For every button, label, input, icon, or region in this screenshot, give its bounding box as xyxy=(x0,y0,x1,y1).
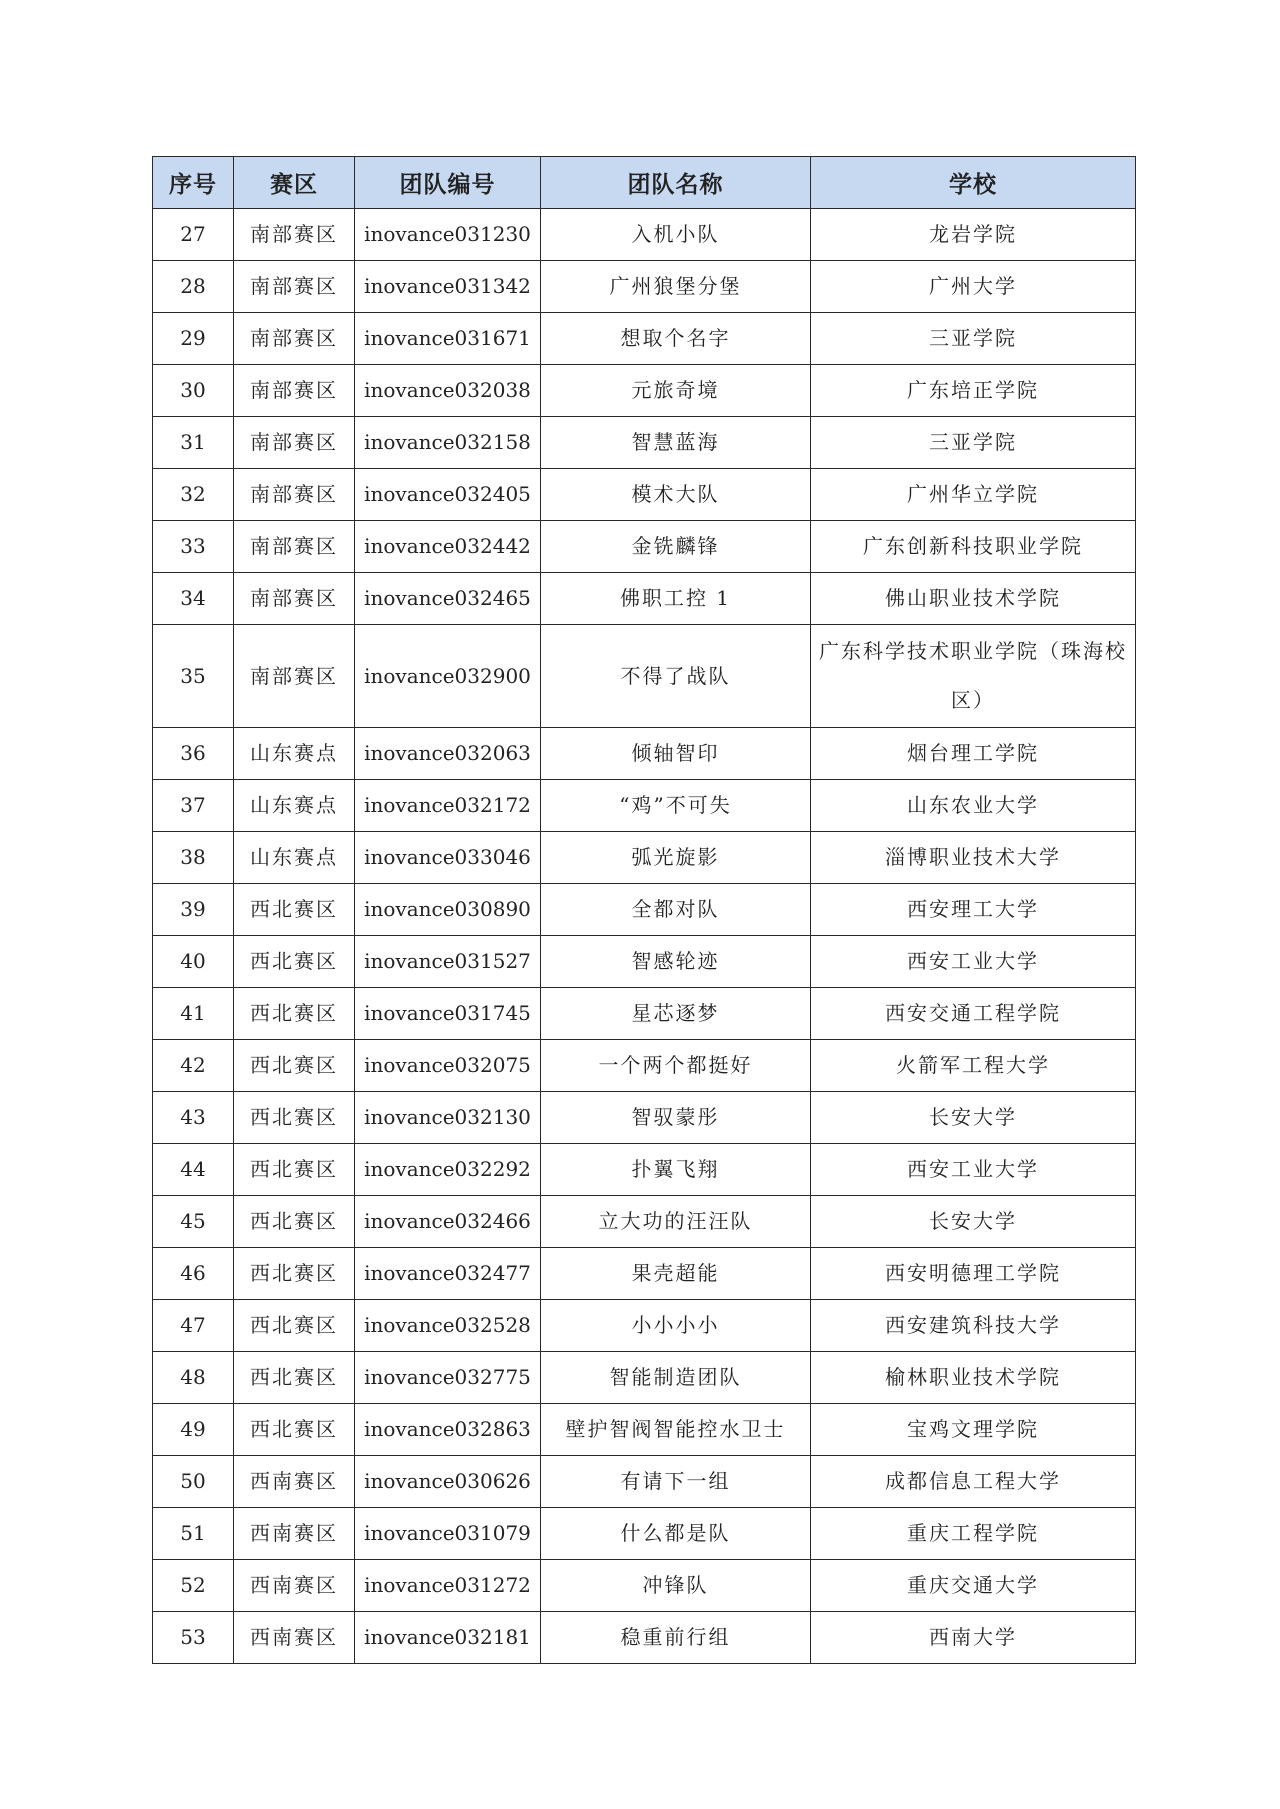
team-id-cell: inovance031079 xyxy=(355,1508,541,1560)
school-cell: 三亚学院 xyxy=(811,313,1136,365)
team-id-cell: inovance032038 xyxy=(355,365,541,417)
table-row xyxy=(153,1248,1136,1300)
table-row xyxy=(153,780,1136,832)
team-id-cell: inovance032172 xyxy=(355,780,541,832)
table-row xyxy=(153,469,1136,521)
table-row xyxy=(153,988,1136,1040)
team-name-cell: 立大功的汪汪队 xyxy=(541,1196,811,1248)
school-cell: 宝鸡文理学院 xyxy=(811,1404,1136,1456)
region-cell: 西南赛区 xyxy=(234,1612,355,1664)
school-cell: 西安明德理工学院 xyxy=(811,1248,1136,1300)
table-row xyxy=(153,728,1136,780)
row-index: 29 xyxy=(153,313,234,365)
header-region: 赛区 xyxy=(234,157,355,209)
team-id-cell: inovance032442 xyxy=(355,521,541,573)
region-cell: 南部赛区 xyxy=(234,521,355,573)
table-row xyxy=(153,1144,1136,1196)
team-name-cell: 一个两个都挺好 xyxy=(541,1040,811,1092)
table-row xyxy=(153,313,1136,365)
team-id-cell: inovance031527 xyxy=(355,936,541,988)
region-cell: 西北赛区 xyxy=(234,1352,355,1404)
row-index: 39 xyxy=(153,884,234,936)
row-index: 28 xyxy=(153,261,234,313)
school-cell: 佛山职业技术学院 xyxy=(811,573,1136,625)
region-cell: 山东赛点 xyxy=(234,728,355,780)
row-index: 42 xyxy=(153,1040,234,1092)
team-id-cell: inovance032465 xyxy=(355,573,541,625)
row-index: 46 xyxy=(153,1248,234,1300)
team-id-cell: inovance032775 xyxy=(355,1352,541,1404)
school-cell: 西安建筑科技大学 xyxy=(811,1300,1136,1352)
school-cell: 西安工业大学 xyxy=(811,1144,1136,1196)
header-team-name: 团队名称 xyxy=(541,157,811,209)
school-cell: 烟台理工学院 xyxy=(811,728,1136,780)
team-id-cell: inovance030626 xyxy=(355,1456,541,1508)
region-cell: 西南赛区 xyxy=(234,1508,355,1560)
team-roster-table xyxy=(152,156,1136,1664)
row-index: 30 xyxy=(153,365,234,417)
team-name-cell: 倾轴智印 xyxy=(541,728,811,780)
region-cell: 西南赛区 xyxy=(234,1456,355,1508)
region-cell: 南部赛区 xyxy=(234,365,355,417)
team-name-cell: 弧光旋影 xyxy=(541,832,811,884)
team-id-cell: inovance031745 xyxy=(355,988,541,1040)
table-row xyxy=(153,1300,1136,1352)
table-row xyxy=(153,832,1136,884)
team-name-cell: 全都对队 xyxy=(541,884,811,936)
header-index: 序号 xyxy=(153,157,234,209)
team-name-cell: 智感轮迹 xyxy=(541,936,811,988)
school-cell: 广东培正学院 xyxy=(811,365,1136,417)
team-name-cell: 元旅奇境 xyxy=(541,365,811,417)
region-cell: 西北赛区 xyxy=(234,1404,355,1456)
school-cell: 西安工业大学 xyxy=(811,936,1136,988)
team-id-cell: inovance031671 xyxy=(355,313,541,365)
row-index: 40 xyxy=(153,936,234,988)
table-row xyxy=(153,1196,1136,1248)
table-row xyxy=(153,1612,1136,1664)
row-index: 43 xyxy=(153,1092,234,1144)
team-name-cell: 模术大队 xyxy=(541,469,811,521)
team-name-cell: 佛职工控 1 xyxy=(541,573,811,625)
region-cell: 西北赛区 xyxy=(234,1040,355,1092)
table-header-row xyxy=(153,157,1136,209)
team-name-cell: 广州狼堡分堡 xyxy=(541,261,811,313)
team-name-cell: 扑翼飞翔 xyxy=(541,1144,811,1196)
region-cell: 西北赛区 xyxy=(234,988,355,1040)
team-id-cell: inovance032477 xyxy=(355,1248,541,1300)
team-name-cell: 入机小队 xyxy=(541,209,811,261)
team-name-cell: 想取个名字 xyxy=(541,313,811,365)
team-id-cell: inovance032158 xyxy=(355,417,541,469)
row-index: 52 xyxy=(153,1560,234,1612)
row-index: 51 xyxy=(153,1508,234,1560)
region-cell: 南部赛区 xyxy=(234,209,355,261)
region-cell: 南部赛区 xyxy=(234,469,355,521)
team-id-cell: inovance032292 xyxy=(355,1144,541,1196)
row-index: 32 xyxy=(153,469,234,521)
table-row xyxy=(153,625,1136,728)
team-id-cell: inovance032528 xyxy=(355,1300,541,1352)
team-id-cell: inovance031342 xyxy=(355,261,541,313)
school-cell: 山东农业大学 xyxy=(811,780,1136,832)
row-index: 53 xyxy=(153,1612,234,1664)
team-id-cell: inovance032075 xyxy=(355,1040,541,1092)
region-cell: 西北赛区 xyxy=(234,1300,355,1352)
header-school: 学校 xyxy=(811,157,1136,209)
row-index: 44 xyxy=(153,1144,234,1196)
team-name-cell: 不得了战队 xyxy=(541,625,811,728)
team-id-cell: inovance033046 xyxy=(355,832,541,884)
table-row xyxy=(153,1352,1136,1404)
row-index: 48 xyxy=(153,1352,234,1404)
school-cell: 西安交通工程学院 xyxy=(811,988,1136,1040)
school-cell: 长安大学 xyxy=(811,1196,1136,1248)
school-cell: 长安大学 xyxy=(811,1092,1136,1144)
table-row xyxy=(153,209,1136,261)
region-cell: 山东赛点 xyxy=(234,832,355,884)
table-row xyxy=(153,365,1136,417)
region-cell: 西北赛区 xyxy=(234,1248,355,1300)
team-name-cell: 金铣麟锋 xyxy=(541,521,811,573)
school-cell: 广州大学 xyxy=(811,261,1136,313)
team-name-cell: 什么都是队 xyxy=(541,1508,811,1560)
table-row xyxy=(153,261,1136,313)
region-cell: 南部赛区 xyxy=(234,625,355,728)
table-row xyxy=(153,573,1136,625)
team-name-cell: 智慧蓝海 xyxy=(541,417,811,469)
row-index: 38 xyxy=(153,832,234,884)
row-index: 45 xyxy=(153,1196,234,1248)
table-row xyxy=(153,1040,1136,1092)
table-row xyxy=(153,1508,1136,1560)
row-index: 31 xyxy=(153,417,234,469)
region-cell: 南部赛区 xyxy=(234,417,355,469)
school-cell: 榆林职业技术学院 xyxy=(811,1352,1136,1404)
team-id-cell: inovance032063 xyxy=(355,728,541,780)
team-name-cell: 壁护智阀智能控水卫士 xyxy=(541,1404,811,1456)
table-row xyxy=(153,1560,1136,1612)
team-id-cell: inovance031272 xyxy=(355,1560,541,1612)
school-cell: 广州华立学院 xyxy=(811,469,1136,521)
team-id-cell: inovance032466 xyxy=(355,1196,541,1248)
region-cell: 南部赛区 xyxy=(234,313,355,365)
team-name-cell: 稳重前行组 xyxy=(541,1612,811,1664)
team-name-cell: 冲锋队 xyxy=(541,1560,811,1612)
table-row xyxy=(153,936,1136,988)
row-index: 27 xyxy=(153,209,234,261)
region-cell: 西北赛区 xyxy=(234,1144,355,1196)
team-id-cell: inovance031230 xyxy=(355,209,541,261)
team-id-cell: inovance030890 xyxy=(355,884,541,936)
row-index: 35 xyxy=(153,625,234,728)
team-id-cell: inovance032900 xyxy=(355,625,541,728)
team-id-cell: inovance032181 xyxy=(355,1612,541,1664)
team-name-cell: 星芯逐梦 xyxy=(541,988,811,1040)
team-name-cell: 有请下一组 xyxy=(541,1456,811,1508)
row-index: 33 xyxy=(153,521,234,573)
region-cell: 西北赛区 xyxy=(234,1092,355,1144)
region-cell: 南部赛区 xyxy=(234,573,355,625)
team-name-cell: 智驭蒙彤 xyxy=(541,1092,811,1144)
row-index: 41 xyxy=(153,988,234,1040)
school-cell: 广东科学技术职业学院（珠海校区） xyxy=(811,625,1136,728)
row-index: 36 xyxy=(153,728,234,780)
team-name-cell: 果壳超能 xyxy=(541,1248,811,1300)
row-index: 34 xyxy=(153,573,234,625)
table-row xyxy=(153,884,1136,936)
school-cell: 淄博职业技术大学 xyxy=(811,832,1136,884)
region-cell: 西北赛区 xyxy=(234,936,355,988)
region-cell: 南部赛区 xyxy=(234,261,355,313)
school-cell: 成都信息工程大学 xyxy=(811,1456,1136,1508)
school-cell: 重庆交通大学 xyxy=(811,1560,1136,1612)
table-row xyxy=(153,417,1136,469)
school-cell: 火箭军工程大学 xyxy=(811,1040,1136,1092)
school-cell: 广东创新科技职业学院 xyxy=(811,521,1136,573)
school-cell: 重庆工程学院 xyxy=(811,1508,1136,1560)
team-name-cell: “鸡”不可失 xyxy=(541,780,811,832)
team-id-cell: inovance032863 xyxy=(355,1404,541,1456)
table-row xyxy=(153,1092,1136,1144)
row-index: 49 xyxy=(153,1404,234,1456)
row-index: 37 xyxy=(153,780,234,832)
region-cell: 西北赛区 xyxy=(234,884,355,936)
region-cell: 山东赛点 xyxy=(234,780,355,832)
team-id-cell: inovance032130 xyxy=(355,1092,541,1144)
header-team-id: 团队编号 xyxy=(355,157,541,209)
table-body xyxy=(153,209,1136,1664)
table-row xyxy=(153,1456,1136,1508)
row-index: 47 xyxy=(153,1300,234,1352)
team-id-cell: inovance032405 xyxy=(355,469,541,521)
school-cell: 龙岩学院 xyxy=(811,209,1136,261)
region-cell: 西北赛区 xyxy=(234,1196,355,1248)
table-row xyxy=(153,1404,1136,1456)
row-index: 50 xyxy=(153,1456,234,1508)
school-cell: 三亚学院 xyxy=(811,417,1136,469)
region-cell: 西南赛区 xyxy=(234,1560,355,1612)
school-cell: 西安理工大学 xyxy=(811,884,1136,936)
team-name-cell: 小小小小 xyxy=(541,1300,811,1352)
table-row xyxy=(153,521,1136,573)
school-cell: 西南大学 xyxy=(811,1612,1136,1664)
team-name-cell: 智能制造团队 xyxy=(541,1352,811,1404)
